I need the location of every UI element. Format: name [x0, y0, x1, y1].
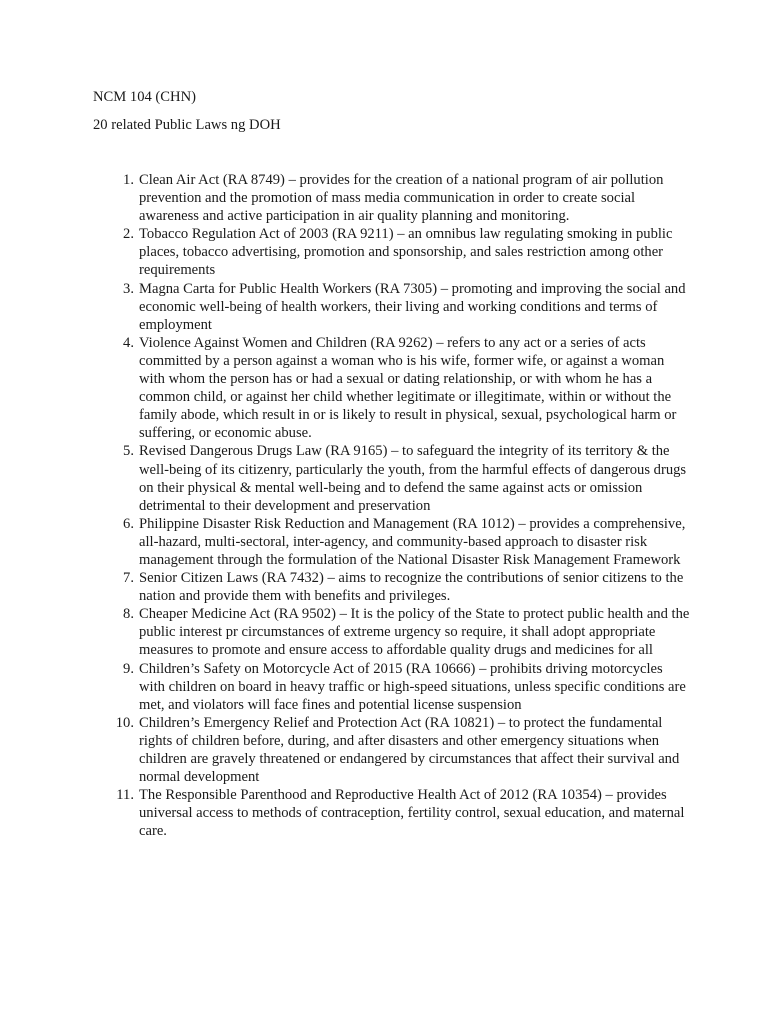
list-item-text: Philippine Disaster Risk Reduction and Management (RA 1012) – provides a comprehensive, all-hazard, multi-sectoral, inter-agency, and community-based approach to disaster risk management through the formulation of the National Disaster Risk Management Framework [139, 515, 686, 568]
list-item-text: Violence Against Women and Children (RA 9262) – refers to any act or a series of acts committed by a person against a woman who is his wife, former wife, or against a woman with whom the person has or had a sexual or dating relationship, or with whom he has a common child, or against her child whether legitimate or illegitimate, within or without the family abode, which result in or is likely to result in physical, sexual, psychological harm or suffering, or economic abuse. [139, 334, 677, 442]
list-item-number: 3. [123, 280, 134, 297]
list-item-number: 7. [123, 570, 134, 587]
list-item-number: 9. [123, 660, 134, 677]
list-item [0, 225, 690, 279]
list-item-number: 11. [116, 787, 134, 804]
list-item-number: 1. [123, 172, 134, 188]
list-item-number: 8. [123, 606, 134, 623]
list-item-text: Children’s Emergency Relief and Protection Act (RA 10821) – to protect the fundamental rights of children before, during, and after disasters and other emergency situations when children are gravely threatened or endangered by circumstances that affect their survival and normal development [139, 714, 680, 786]
list-item [0, 714, 690, 786]
list-item [0, 605, 690, 659]
list-item [0, 515, 690, 569]
list-item-number: 4. [123, 334, 134, 351]
list-item-text: Clean Air Act (RA 8749) – provides for the creation of a national program of air pollution prevention and the promotion of mass media communication in order to create social awareness and active participation in air quality planning and monitoring. [139, 172, 664, 225]
list-item-text: Tobacco Regulation Act of 2003 (RA 9211) – an omnibus law regulating smoking in public places, tobacco advertising, promotion and sponsorship, and sales restriction among other requirements [139, 226, 673, 279]
list-item-text: Senior Citizen Laws (RA 7432) – aims to recognize the contributions of senior citizens to the nation and provide them with benefits and privileges. [139, 570, 684, 605]
course-title: NCM 104 (CHN) [93, 89, 196, 105]
list-item [0, 334, 690, 443]
list-item [0, 786, 690, 840]
list-item-text: Magna Carta for Public Health Workers (RA 7305) – promoting and improving the social and economic well-being of health workers, their living and working conditions and terms of employment [139, 280, 686, 333]
list-item [0, 280, 690, 334]
list-item-number: 6. [123, 515, 134, 532]
list-item-text: Cheaper Medicine Act (RA 9502) – It is the policy of the State to protect public health and the public interest pr circumstances of extreme urgency so require, it shall adopt appropriate measures to promote and ensure access to affordable quality drugs and medicines for all [139, 606, 690, 659]
list-item-number: 2. [123, 226, 134, 243]
list-item [0, 569, 690, 605]
list-item-text: Children’s Safety on Motorcycle Act of 2015 (RA 10666) – prohibits driving motorcycles with children on board in heavy traffic or high-speed situations, unless specific conditions are met, and violators will face fines and potential license suspension [139, 660, 686, 713]
list-item [0, 171, 690, 225]
document-subtitle: 20 related Public Laws ng DOH [93, 117, 281, 133]
list-item-number: 5. [123, 443, 134, 460]
list-item-number: 10. [115, 714, 134, 731]
public-laws-list [0, 171, 690, 840]
list-item [0, 442, 690, 514]
list-item-text: The Responsible Parenthood and Reproductive Health Act of 2012 (RA 10354) – provides universal access to methods of contraception, fertility control, sexual education, and maternal care. [139, 787, 685, 840]
list-item [0, 660, 690, 714]
list-item-text: Revised Dangerous Drugs Law (RA 9165) – to safeguard the integrity of its territory & the well-being of its citizenry, particularly the youth, from the harmful effects of dangerous drugs on their physical & mental well-being and to defend the same against acts or omission detrimental to their development and preservation [139, 443, 687, 514]
